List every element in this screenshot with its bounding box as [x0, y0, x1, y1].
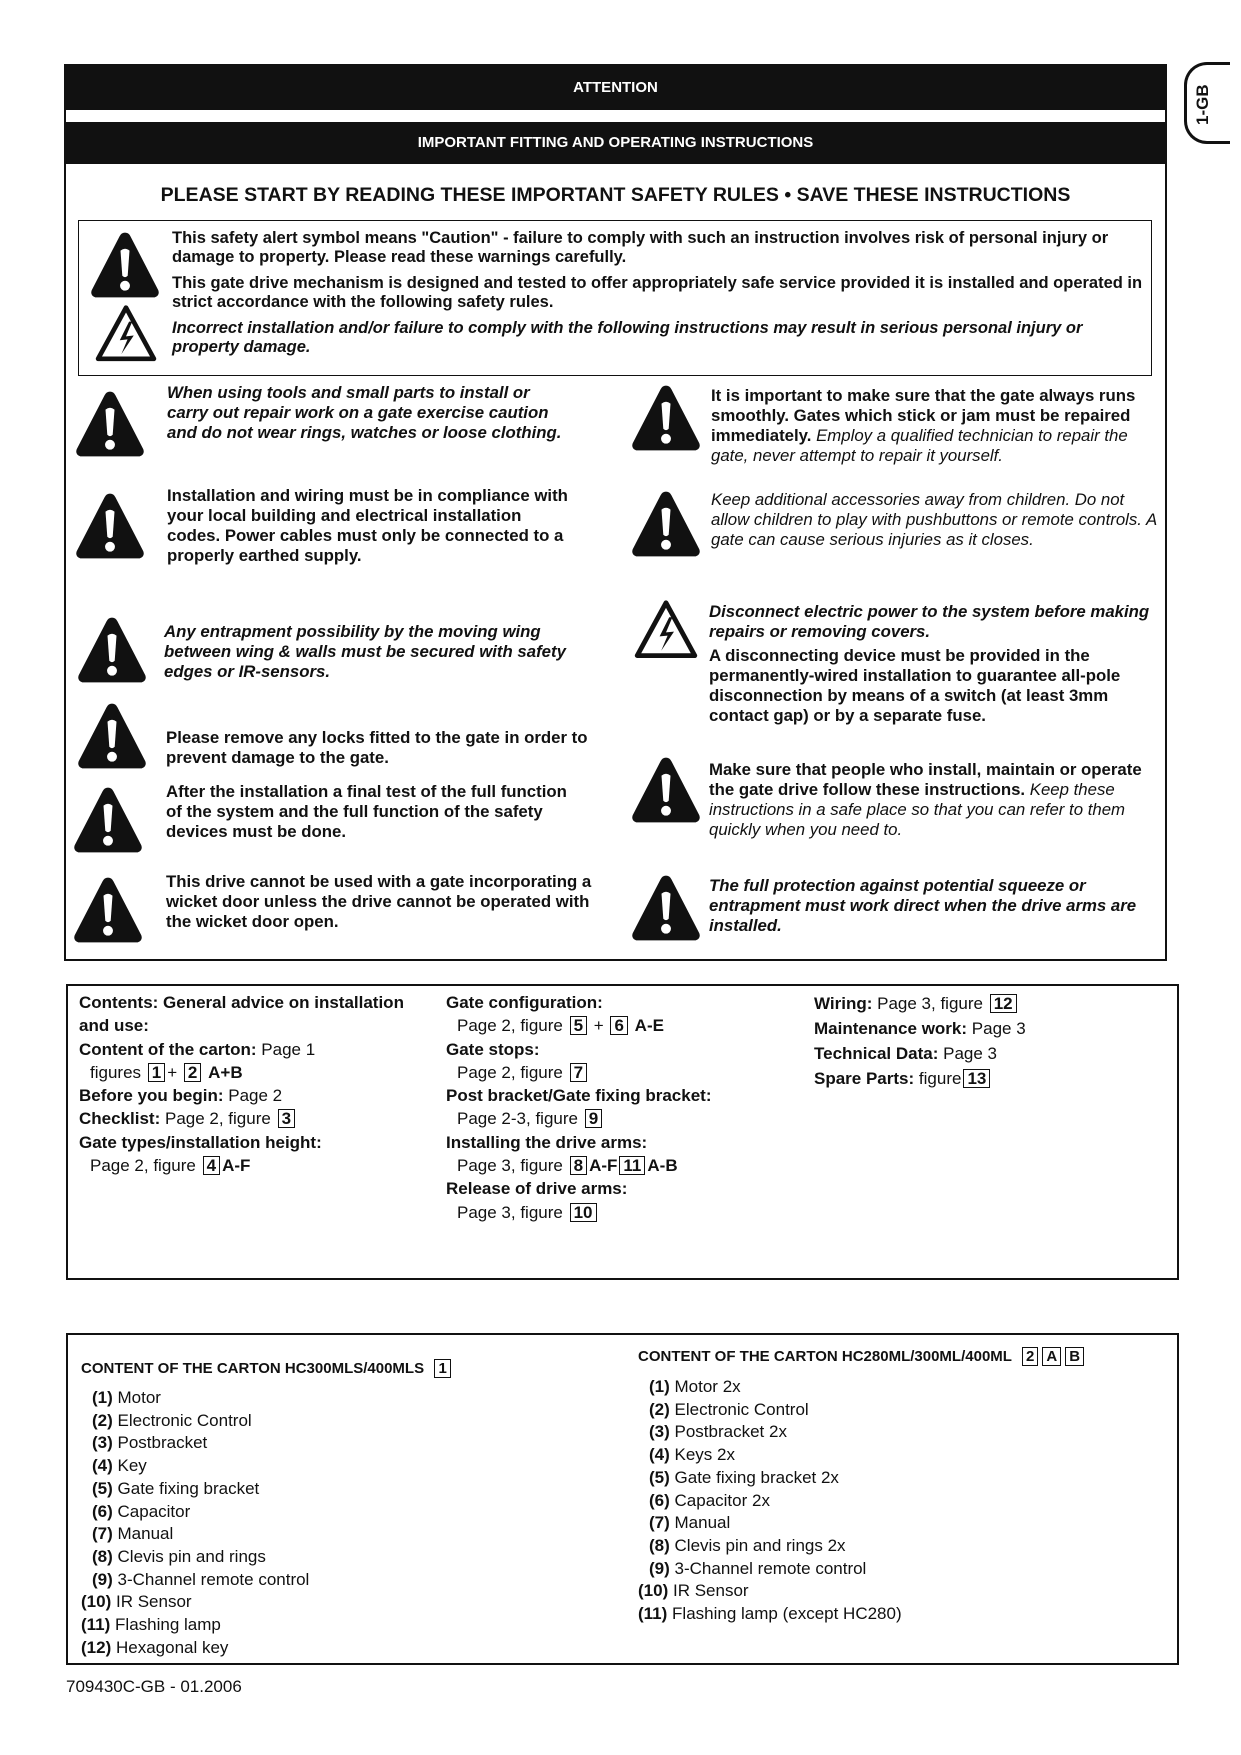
carton-item-number: (7)	[92, 1524, 113, 1544]
warning-follow-instructions-bold: Make sure that people who install, maintain or operate the gate drive follow these instructions.	[709, 760, 1142, 799]
carton-item-text: Key	[117, 1456, 147, 1476]
figure-ref: 10	[570, 1203, 597, 1222]
warning-smooth-running-italic: Employ a qualified technician to repair the gate, never attempt to repair it yourself.	[711, 426, 1128, 465]
document-code: 709430C-GB - 01.2006	[66, 1677, 242, 1696]
plus-sign: +	[167, 1062, 178, 1082]
warning-triangle-icon	[72, 490, 148, 562]
carton-left-title	[81, 1359, 453, 1378]
warning-disconnect-device: A disconnecting device must be provided in the permanently-wired installation to guarantee all-pole disconnection by means of a switch (at least 3mm contact gap) or by a separate fuse.	[709, 646, 1121, 725]
contents-release-page: Page 3, figure	[457, 1202, 563, 1222]
contents-types-page: Page 2, figure	[90, 1156, 196, 1176]
carton-item-number: (10)	[638, 1581, 669, 1601]
contents-arms-label: Installing the drive arms:	[446, 1132, 648, 1152]
figure-ref: 2	[184, 1063, 201, 1082]
carton-item-text: Keys 2x	[674, 1445, 735, 1465]
figure-ref: 9	[585, 1109, 602, 1128]
contents-wiring-label: Wiring:	[814, 994, 873, 1013]
carton-item	[638, 1421, 1158, 1444]
contents-carton-label: Content of the carton:	[79, 1039, 257, 1059]
figure-ref: 11	[619, 1156, 645, 1175]
contents-arms-page: Page 3, figure	[457, 1156, 563, 1176]
contents-column-1	[79, 991, 409, 1177]
carton-item	[81, 1387, 501, 1410]
carton-item-number: (1)	[649, 1377, 670, 1396]
figure-ref: 13	[963, 1069, 990, 1088]
contents-wiring-page: Page 3, figure	[877, 994, 983, 1013]
contents-checklist-label: Checklist:	[79, 1109, 161, 1129]
warning-triangle-icon	[628, 488, 704, 560]
warning-smooth-running	[711, 386, 1159, 466]
carton-item	[638, 1399, 1158, 1422]
warning-smooth-running-bold: It is important to make sure that the gate always runs smoothly. Gates which stick or jam must be repaired immediately.	[711, 386, 1136, 445]
warning-entrapment: Any entrapment possibility by the moving wing between wing & walls must be secured with safety edges or IR-sensors.	[164, 622, 566, 681]
warning-triangle-icon	[72, 388, 148, 460]
warning-triangle-icon	[628, 872, 704, 944]
warning-triangle-icon	[628, 754, 704, 826]
figure-ref: 2	[1022, 1347, 1038, 1366]
safety-section	[64, 64, 1167, 961]
carton-item-number: (4)	[649, 1445, 670, 1465]
contents-checklist-page: Page 2, figure	[164, 1109, 271, 1129]
carton-item-text: Gate fixing bracket 2x	[674, 1467, 839, 1487]
carton-item-number: (8)	[649, 1535, 670, 1555]
warning-follow-instructions-italic: Keep these instructions in a safe place so that you can refer to them quickly when you need to.	[709, 780, 1126, 839]
warning-triangle-icon	[74, 614, 150, 686]
warning-final-test: After the installation a final test of the full function of the system and the full function of the safety devices must be done.	[166, 782, 567, 841]
carton-item	[638, 1580, 1158, 1603]
carton-item-text: Manual	[117, 1524, 174, 1544]
figure-ref: 1	[148, 1063, 165, 1082]
contents-before-page: Page 2	[228, 1086, 283, 1106]
carton-item-number: (3)	[92, 1433, 113, 1453]
alert-text-design: This gate drive mechanism is designed and tested to offer appropriately safe service provided it is installed and operated in strict accordance with the following safety rules.	[172, 274, 1143, 311]
figure-ref: A	[1042, 1347, 1061, 1366]
carton-item	[638, 1444, 1158, 1467]
carton-item-text: Motor 2x	[674, 1377, 741, 1396]
contents-release-row	[446, 1201, 786, 1224]
warning-triangle-icon	[74, 700, 150, 772]
plus-sign: +	[593, 1016, 604, 1036]
carton-item-text: Capacitor 2x	[674, 1490, 770, 1510]
figure-suffix: A-E	[634, 1016, 664, 1036]
contents-general: Contents: General advice on installation and use:	[79, 993, 404, 1036]
carton-item-number: (10)	[81, 1592, 112, 1612]
carton-contents-box	[66, 1333, 1179, 1665]
carton-item-number: (5)	[92, 1478, 113, 1498]
contents-spare-page: figure	[918, 1069, 962, 1088]
warning-wicket-door: This drive cannot be used with a gate incorporating a wicket door unless the drive cannot be operated with the wicket door open.	[166, 872, 592, 931]
contents-checklist-row	[79, 1107, 409, 1130]
warning-follow-instructions	[709, 760, 1161, 840]
contents-config-label: Gate configuration:	[446, 993, 603, 1012]
carton-item	[638, 1376, 1158, 1399]
contents-column-2	[446, 991, 786, 1224]
carton-left-list	[81, 1387, 501, 1659]
figure-ref: 7	[570, 1063, 587, 1082]
contents-spare-row	[814, 1066, 1154, 1091]
carton-item-text: Clevis pin and rings 2x	[674, 1535, 846, 1555]
carton-item-number: (2)	[649, 1399, 670, 1419]
contents-box	[66, 984, 1179, 1280]
figure-ref: 5	[570, 1016, 587, 1035]
contents-tech-page: Page 3	[943, 1044, 998, 1063]
carton-item-number: (2)	[92, 1410, 113, 1430]
carton-item	[638, 1535, 1158, 1558]
carton-item	[638, 1603, 1158, 1626]
carton-item-number: (12)	[81, 1637, 112, 1657]
warning-locks: Please remove any locks fitted to the gate in order to prevent damage to the gate.	[166, 728, 588, 767]
warning-disconnect-power-italic: Disconnect electric power to the system before making repairs or removing covers.	[709, 602, 1150, 641]
carton-item-text: Manual	[674, 1513, 731, 1533]
carton-item	[81, 1478, 501, 1501]
carton-item-number: (11)	[638, 1604, 668, 1624]
figure-suffix: A-F	[589, 1156, 618, 1176]
contents-carton-figures	[79, 1061, 409, 1084]
contents-maint-row	[814, 1016, 1154, 1041]
carton-item-number: (11)	[81, 1615, 111, 1635]
carton-right-title	[638, 1347, 1086, 1366]
contents-wiring-row	[814, 991, 1154, 1016]
safety-headline: PLEASE START BY READING THESE IMPORTANT SAFETY RULES • SAVE THESE INSTRUCTIONS	[160, 184, 1071, 206]
carton-item	[81, 1546, 501, 1569]
carton-item-text: Gate fixing bracket	[117, 1478, 260, 1498]
figure-ref: 6	[610, 1016, 627, 1035]
alert-text-incorrect: Incorrect installation and/or failure to comply with the following instructions may result in serious personal injury or property damage.	[172, 319, 1083, 356]
warning-wiring: Installation and wiring must be in compliance with your local building and electrical installation codes. Power cables must only be connected to a properly earthed supply.	[167, 486, 568, 565]
contents-post-label: Post bracket/Gate fixing bracket:	[446, 1086, 712, 1106]
contents-stops-row	[446, 1061, 786, 1084]
carton-item	[81, 1591, 501, 1614]
contents-release-label: Release of drive arms:	[446, 1179, 628, 1199]
figure-suffix: A-B	[647, 1156, 678, 1176]
figure-suffix: A-F	[222, 1156, 251, 1176]
carton-item-text: Flashing lamp	[115, 1615, 221, 1635]
carton-item-number: (4)	[92, 1456, 113, 1476]
figures-label: figures	[90, 1062, 142, 1082]
warning-triangle-icon	[87, 229, 163, 301]
warning-full-protection: The full protection against potential squeeze or entrapment must work direct when the drive arms are installed.	[709, 876, 1137, 935]
figure-ref: 1	[434, 1359, 450, 1378]
carton-item-text: Motor	[117, 1388, 161, 1407]
contents-types-label: Gate types/installation height:	[79, 1132, 322, 1152]
carton-item-text: 3-Channel remote control	[674, 1558, 867, 1578]
warning-triangle-icon	[628, 382, 704, 454]
carton-item-text: Electronic Control	[117, 1410, 252, 1430]
figure-ref: 12	[990, 994, 1017, 1013]
warning-disconnect-power	[709, 602, 1161, 726]
electric-hazard-icon	[632, 598, 700, 662]
carton-item-text: Hexagonal key	[115, 1637, 229, 1657]
warning-triangle-icon	[70, 874, 146, 946]
contents-maint-label: Maintenance work:	[814, 1019, 968, 1038]
carton-item-text: Postbracket	[117, 1433, 208, 1453]
carton-item-text: Flashing lamp (except HC280)	[672, 1604, 902, 1624]
attention-bar: ATTENTION	[66, 66, 1165, 110]
carton-item-number: (3)	[649, 1422, 670, 1442]
language-tab	[1184, 62, 1230, 144]
carton-right-title-text: CONTENT OF THE CARTON HC280ML/300ML/400ML	[638, 1348, 1012, 1365]
carton-item	[81, 1569, 501, 1592]
contents-carton-page: Page 1	[261, 1039, 316, 1059]
carton-item-number: (6)	[649, 1490, 670, 1510]
carton-item-text: IR Sensor	[115, 1592, 192, 1612]
contents-spare-label: Spare Parts:	[814, 1069, 915, 1088]
contents-carton-row	[79, 1038, 409, 1061]
figure-ref: 8	[570, 1156, 587, 1175]
contents-tech-label: Technical Data:	[814, 1044, 939, 1063]
electric-hazard-icon	[91, 303, 161, 365]
carton-item-number: (9)	[649, 1558, 670, 1578]
carton-item	[81, 1637, 501, 1660]
contents-post-page: Page 2-3, figure	[457, 1109, 578, 1129]
carton-item	[81, 1432, 501, 1455]
figure-suffix: A+B	[208, 1062, 243, 1082]
alert-box	[78, 220, 1152, 376]
contents-stops-label: Gate stops:	[446, 1039, 540, 1059]
contents-arms-row	[446, 1154, 786, 1177]
carton-item-number: (9)	[92, 1569, 113, 1589]
carton-item	[638, 1467, 1158, 1490]
contents-post-row	[446, 1107, 786, 1130]
warning-children: Keep additional accessories away from children. Do not allow children to play with pushbuttons or remote controls. A gate can cause serious injuries as it closes.	[711, 490, 1157, 549]
carton-item	[81, 1523, 501, 1546]
carton-item-text: Postbracket 2x	[674, 1422, 787, 1442]
figure-ref: B	[1065, 1347, 1084, 1366]
contents-before-label: Before you begin:	[79, 1086, 224, 1106]
carton-right-list	[638, 1376, 1158, 1626]
warning-tools: When using tools and small parts to install or carry out repair work on a gate exercise caution and do not wear rings, watches or loose clothing.	[167, 383, 562, 442]
figure-ref: 3	[278, 1109, 295, 1128]
carton-item	[638, 1558, 1158, 1581]
carton-item	[81, 1410, 501, 1433]
carton-item-number: (6)	[92, 1501, 113, 1521]
contents-before-row	[79, 1084, 409, 1107]
contents-stops-page: Page 2, figure	[457, 1062, 563, 1082]
warning-triangle-icon	[70, 784, 146, 856]
contents-maint-page: Page 3	[971, 1019, 1026, 1038]
carton-item	[81, 1501, 501, 1524]
carton-item-text: IR Sensor	[672, 1581, 749, 1601]
carton-item-text: Clevis pin and rings	[117, 1546, 266, 1566]
carton-item-number: (5)	[649, 1467, 670, 1487]
carton-item	[81, 1455, 501, 1478]
carton-item-number: (8)	[92, 1546, 113, 1566]
carton-item	[81, 1614, 501, 1637]
carton-item-text: 3-Channel remote control	[117, 1569, 310, 1589]
language-tab-label: 1-GB	[1193, 84, 1212, 125]
carton-item-number: (1)	[92, 1388, 113, 1407]
carton-item	[638, 1512, 1158, 1535]
contents-column-3	[814, 991, 1154, 1091]
carton-item-text: Electronic Control	[674, 1399, 809, 1419]
alert-text-caution: This safety alert symbol means "Caution" - failure to comply with such an instruction involves risk of personal injury or damage to property. Please read these warnings carefully.	[172, 229, 1109, 266]
contents-config-page: Page 2, figure	[457, 1016, 563, 1036]
contents-config-row	[446, 1014, 786, 1037]
figure-ref: 4	[203, 1156, 220, 1175]
contents-types-row	[79, 1154, 409, 1177]
instructions-bar: IMPORTANT FITTING AND OPERATING INSTRUCTIONS	[66, 122, 1165, 164]
carton-item-number: (7)	[649, 1513, 670, 1533]
carton-left-title-text: CONTENT OF THE CARTON HC300MLS/400MLS	[81, 1360, 425, 1377]
carton-item	[638, 1490, 1158, 1513]
contents-tech-row	[814, 1041, 1154, 1066]
carton-item-text: Capacitor	[117, 1501, 191, 1521]
